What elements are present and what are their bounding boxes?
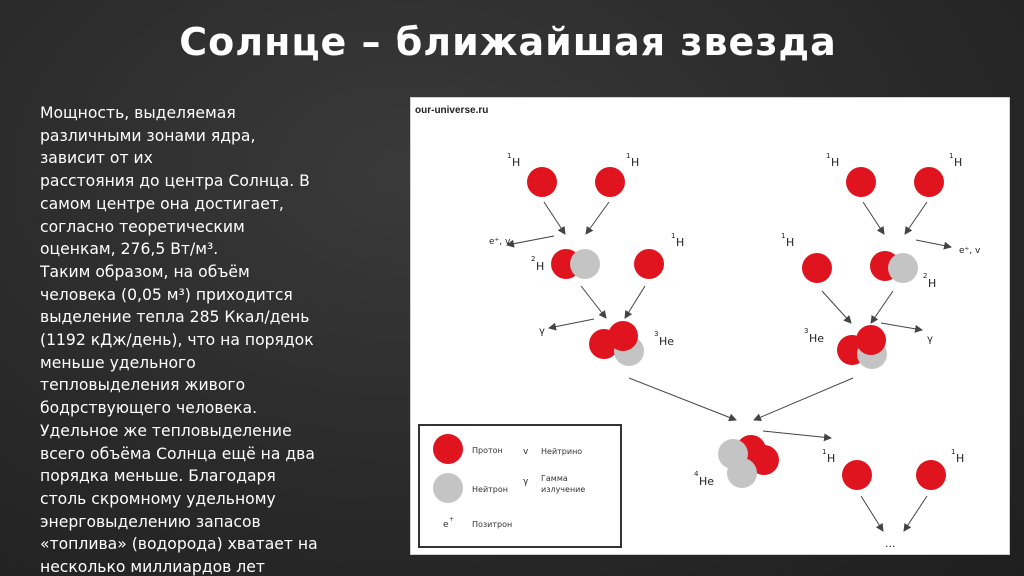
arrow: [586, 202, 609, 234]
svg-text:1: 1: [822, 448, 827, 456]
right-he3-label: [804, 327, 824, 345]
svg-text:1: 1: [507, 152, 512, 160]
right-h1-label-c: [781, 232, 794, 249]
legend-proton-swatch: [433, 434, 463, 464]
left-branch: [489, 152, 684, 366]
arrow: [754, 378, 853, 420]
released-h1-label-b: [951, 448, 964, 465]
right-branch: [781, 152, 981, 369]
svg-text:H: H: [831, 156, 840, 169]
svg-text:2: 2: [923, 272, 928, 280]
svg-text:He: He: [659, 335, 675, 348]
left-positron-neutrino-label: e⁺, v: [489, 237, 511, 247]
svg-text:1: 1: [951, 448, 956, 456]
proton: [802, 253, 832, 283]
arrow: [822, 291, 851, 323]
svg-text:H: H: [928, 277, 937, 290]
proton-proton-chain-diagram: [410, 97, 1010, 555]
proton: [914, 167, 944, 197]
diagram-canvas: [411, 98, 1011, 556]
svg-text:1: 1: [626, 152, 631, 160]
proton: [608, 321, 638, 351]
he4-label: [694, 470, 714, 488]
left-h2-label: [531, 255, 544, 273]
proton: [595, 167, 625, 197]
legend-positron-symbol: e: [443, 520, 449, 530]
right-h1-label-b: [949, 152, 962, 169]
legend-neutron-swatch: [433, 473, 463, 503]
right-h1-label-a: [826, 152, 839, 169]
legend-gamma-symbol: γ: [523, 477, 529, 487]
slide-body-text: Мощность, выделяемая различными зонами ядра, зависит от их расстояния до центра Солнца. В самом центре она достигает, согласно теоретическим оценкам, 276,5 Вт/м³. Таким образом, на объём человека (0,05 м³) приходится выделение тепла 285 Ккал/день (1192 кДж/день), что на порядок меньше удельного тепловыделения живого бодрствующего человека. Удельное же тепловыделение всего объёма Солнца ещё на два порядка меньше. Благодаря столь скромному удельному энерговыделению запасов «топлива» (водорода) хватает на несколько миллиардов лет: [40, 104, 318, 576]
arrow: [916, 240, 951, 247]
neutron: [727, 458, 757, 488]
legend-neutrino-symbol: v: [523, 447, 529, 457]
slide-title: Солнце – ближайшая звезда: [179, 20, 837, 64]
left-he3-label: [654, 330, 674, 348]
svg-text:H: H: [827, 452, 836, 465]
left-gamma-label: γ: [539, 326, 545, 337]
right-positron-neutrino-label: e⁺, v: [959, 246, 981, 256]
proton: [634, 249, 664, 279]
legend-positron-label: Позитрон: [472, 520, 513, 529]
arrow: [507, 236, 554, 245]
arrow: [544, 202, 565, 234]
svg-text:H: H: [512, 156, 521, 169]
neutron: [888, 253, 918, 283]
svg-text:2: 2: [531, 255, 536, 263]
arrow: [625, 286, 645, 318]
legend: [419, 425, 621, 547]
legend-neutron-label: Нейтрон: [472, 485, 508, 494]
proton: [527, 167, 557, 197]
legend-positron-sup: +: [449, 516, 455, 523]
left-h1-label-b: [626, 152, 639, 169]
arrow: [881, 323, 922, 330]
arrow: [861, 496, 883, 531]
svg-text:H: H: [631, 156, 640, 169]
svg-text:H: H: [956, 452, 965, 465]
arrow: [629, 378, 736, 420]
svg-text:3: 3: [804, 327, 809, 335]
svg-text:4: 4: [694, 470, 699, 478]
legend-gamma-label-1: Гамма: [541, 474, 568, 483]
right-h2-label: [923, 272, 936, 290]
legend-proton-label: Протон: [472, 446, 503, 455]
legend-neutrino-label: Нейтрино: [541, 447, 583, 456]
arrow: [763, 431, 831, 438]
proton: [842, 460, 872, 490]
helium4-formation: [629, 378, 964, 550]
source-watermark: our-universe.ru: [415, 105, 489, 116]
continuation-ellipsis: ...: [885, 537, 896, 550]
proton: [856, 325, 886, 355]
proton: [846, 167, 876, 197]
arrow: [871, 291, 893, 323]
svg-text:H: H: [954, 156, 963, 169]
svg-text:He: He: [809, 332, 825, 345]
right-gamma-label: γ: [927, 334, 933, 345]
released-h1-label-a: [822, 448, 835, 465]
arrow: [905, 202, 927, 234]
proton: [916, 460, 946, 490]
svg-text:He: He: [699, 475, 715, 488]
svg-text:1: 1: [826, 152, 831, 160]
arrow: [904, 496, 927, 531]
svg-text:1: 1: [671, 232, 676, 240]
svg-text:H: H: [536, 260, 545, 273]
svg-text:1: 1: [781, 232, 786, 240]
left-h1-label-a: [507, 152, 520, 169]
arrow: [549, 319, 594, 328]
svg-text:H: H: [786, 236, 795, 249]
svg-text:H: H: [676, 236, 685, 249]
svg-text:3: 3: [654, 330, 659, 338]
legend-gamma-label-2: излучение: [541, 485, 586, 494]
arrow: [863, 202, 884, 234]
left-h1-label-c: [671, 232, 684, 249]
arrow: [581, 286, 606, 318]
neutron: [570, 249, 600, 279]
svg-text:1: 1: [949, 152, 954, 160]
